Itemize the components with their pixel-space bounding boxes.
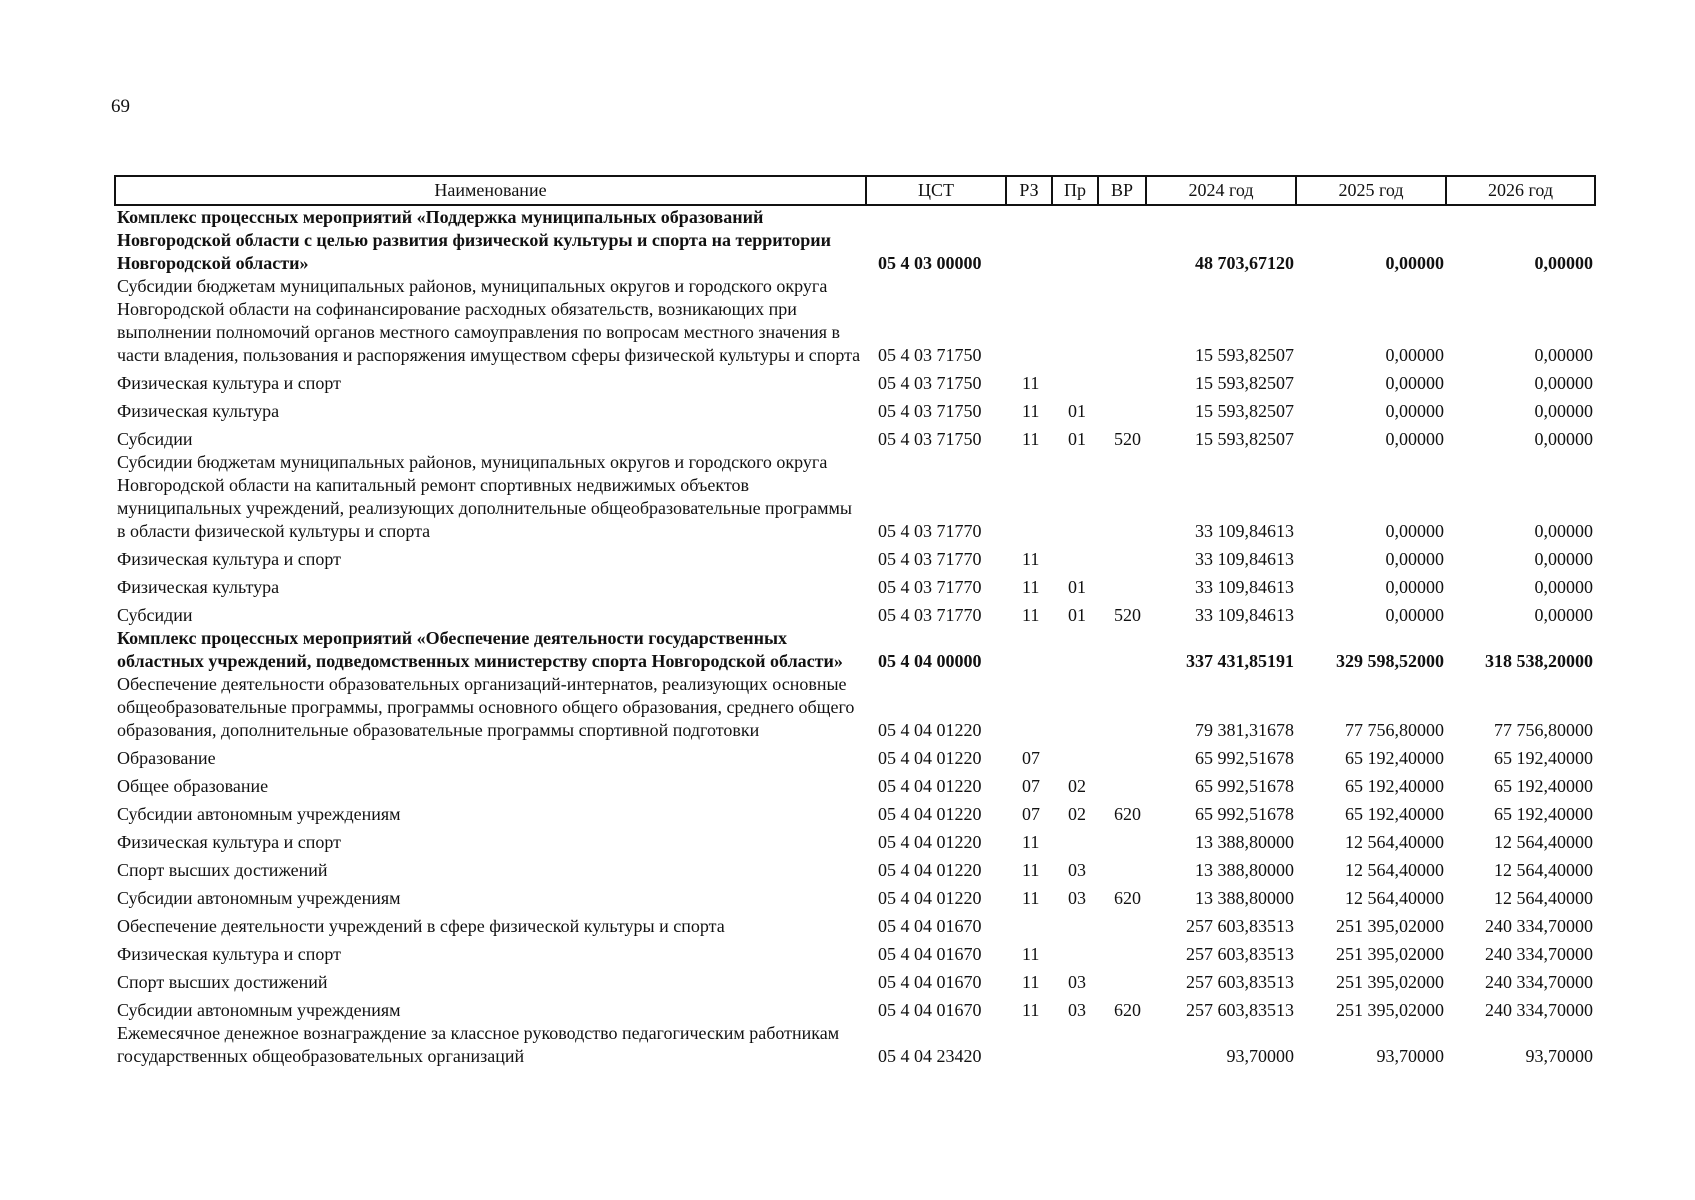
cell-pr [1052,1022,1098,1068]
cell-pr [1052,742,1098,770]
cell-pr [1052,451,1098,543]
cell-pr [1052,627,1098,673]
cell-vr: 520 [1114,429,1141,449]
cell-pr: 02 [1068,776,1086,796]
cell-vr: 620 [1114,888,1141,908]
cell-2025: 12 564,40000 [1345,888,1444,908]
cell-cst: 05 4 04 01670 [878,944,982,964]
cell-rz [1006,451,1052,543]
cell-name: Обеспечение деятельности учреждений в сфере физической культуры и спорта [117,916,725,936]
cell-2026: 318 538,20000 [1485,651,1593,671]
cell-2025: 65 192,40000 [1345,748,1444,768]
cell-cst: 05 4 04 01220 [878,832,982,852]
cell-2024: 33 109,84613 [1195,549,1294,569]
header-pr: Пр [1052,176,1098,205]
cell-2026: 65 192,40000 [1494,748,1593,768]
cell-cst: 05 4 04 01220 [878,804,982,824]
cell-2025: 329 598,52000 [1336,651,1444,671]
cell-name: Субсидии [117,605,193,625]
cell-rz: 07 [1022,776,1040,796]
cell-2025: 0,00000 [1385,429,1444,449]
cell-pr: 01 [1068,429,1086,449]
cell-rz [1006,1022,1052,1068]
table-row [115,910,1595,938]
table-row [115,571,1595,599]
cell-2026: 240 334,70000 [1485,1000,1593,1020]
cell-2024: 15 593,82507 [1195,373,1294,393]
cell-2024: 337 431,85191 [1186,651,1294,671]
cell-2024: 13 388,80000 [1195,888,1294,908]
cell-name: Субсидии автономным учреждениям [117,888,401,908]
cell-rz [1006,673,1052,742]
cell-vr [1098,627,1146,673]
cell-vr [1098,1022,1146,1068]
cell-2024: 33 109,84613 [1195,605,1294,625]
cell-name: Обеспечение деятельности образовательных организаций-интернатов, реализующих основные общеобразовательные программы, программы основного общего образования, среднего общего образования, дополнительные образовательные программы спортивной подготовки [117,674,855,740]
cell-vr [1098,910,1146,938]
table-row [115,742,1595,770]
cell-name: Физическая культура и спорт [117,549,342,569]
cell-cst: 05 4 03 71750 [878,345,982,365]
cell-pr [1052,826,1098,854]
cell-pr [1052,938,1098,966]
table-row [115,882,1595,910]
cell-rz: 11 [1022,888,1040,908]
cell-name: Субсидии бюджетам муниципальных районов, муниципальных округов и городского округа Новгородской области на софинансирование расходных обязательств, возникающих при выполнении полномочий органов местного самоуправления по вопросам местного значения в части владения, пользования и распоряжения имуществом сферы физической культуры и спорта [117,276,861,365]
header-2026: 2026 год [1446,176,1595,205]
header-name: Наименование [115,176,866,205]
cell-name: Субсидии [117,429,193,449]
cell-2025: 65 192,40000 [1345,776,1444,796]
cell-2026: 0,00000 [1534,253,1593,273]
table-row [115,275,1595,367]
cell-cst: 05 4 04 00000 [878,651,982,671]
cell-vr [1098,742,1146,770]
cell-cst: 05 4 04 01220 [878,888,982,908]
cell-2026: 0,00000 [1534,373,1593,393]
header-2025: 2025 год [1296,176,1446,205]
cell-rz: 11 [1022,429,1040,449]
cell-2024: 65 992,51678 [1195,776,1294,796]
cell-pr [1052,543,1098,571]
table-row [115,423,1595,451]
cell-2026: 12 564,40000 [1494,860,1593,880]
cell-2025: 93,70000 [1376,1046,1444,1066]
cell-vr: 620 [1114,804,1141,824]
cell-2025: 0,00000 [1385,605,1444,625]
cell-vr [1098,826,1146,854]
cell-2025: 12 564,40000 [1345,860,1444,880]
cell-cst: 05 4 04 01220 [878,860,982,880]
cell-2024: 15 593,82507 [1195,345,1294,365]
cell-rz: 11 [1022,401,1040,421]
cell-vr: 620 [1114,1000,1141,1020]
cell-cst: 05 4 04 01220 [878,776,982,796]
cell-2026: 0,00000 [1534,549,1593,569]
cell-2025: 0,00000 [1385,521,1444,541]
table-row [115,395,1595,423]
cell-rz: 11 [1022,549,1040,569]
cell-vr [1098,770,1146,798]
cell-cst: 05 4 03 71770 [878,549,982,569]
cell-vr [1098,571,1146,599]
cell-rz [1006,910,1052,938]
cell-name: Спорт высших достижений [117,972,328,992]
cell-2024: 65 992,51678 [1195,748,1294,768]
cell-2024: 79 381,31678 [1195,720,1294,740]
cell-2025: 0,00000 [1385,373,1444,393]
cell-2026: 0,00000 [1534,605,1593,625]
cell-name: Субсидии автономным учреждениям [117,1000,401,1020]
cell-2025: 251 395,02000 [1336,916,1444,936]
table-row [115,798,1595,826]
header-cst: ЦСТ [866,176,1006,205]
cell-2025: 65 192,40000 [1345,804,1444,824]
cell-2025: 0,00000 [1385,253,1444,273]
cell-2024: 65 992,51678 [1195,804,1294,824]
cell-name: Комплекс процессных мероприятий «Обеспечение деятельности государственных областных учреждений, подведомственных министерству спорта Новгородской области» [117,628,843,671]
table-row [115,451,1595,543]
header-rz: РЗ [1006,176,1052,205]
cell-2026: 77 756,80000 [1494,720,1593,740]
cell-rz: 11 [1022,860,1040,880]
cell-vr [1098,205,1146,275]
table-row [115,826,1595,854]
cell-vr: 520 [1114,605,1141,625]
cell-2025: 0,00000 [1385,401,1444,421]
cell-name: Спорт высших достижений [117,860,328,880]
header-vr: ВР [1098,176,1146,205]
table-row [115,854,1595,882]
cell-rz: 11 [1022,832,1040,852]
cell-2026: 65 192,40000 [1494,776,1593,796]
cell-name: Общее образование [117,776,269,796]
cell-cst: 05 4 04 01670 [878,972,982,992]
cell-2026: 0,00000 [1534,521,1593,541]
cell-2026: 93,70000 [1525,1046,1593,1066]
cell-2024: 257 603,83513 [1186,972,1294,992]
cell-2025: 251 395,02000 [1336,1000,1444,1020]
cell-pr: 03 [1068,972,1086,992]
cell-cst: 05 4 04 01670 [878,916,982,936]
cell-name: Образование [117,748,216,768]
cell-2024: 33 109,84613 [1195,521,1294,541]
cell-vr [1098,367,1146,395]
cell-name: Комплекс процессных мероприятий «Поддержка муниципальных образований Новгородской области с целью развития физической культуры и спорта на территории Новгородской области» [117,207,832,273]
cell-pr: 01 [1068,401,1086,421]
cell-pr [1052,367,1098,395]
cell-2024: 13 388,80000 [1195,860,1294,880]
cell-pr [1052,275,1098,367]
cell-pr: 03 [1068,860,1086,880]
cell-name: Ежемесячное денежное вознаграждение за классное руководство педагогическим работникам государственных общеобразовательных организаций [117,1023,840,1066]
cell-pr: 02 [1068,804,1086,824]
cell-rz [1006,627,1052,673]
cell-2025: 77 756,80000 [1345,720,1444,740]
cell-name: Физическая культура и спорт [117,832,342,852]
cell-vr [1098,543,1146,571]
table-row [115,673,1595,742]
cell-2025: 251 395,02000 [1336,972,1444,992]
cell-vr [1098,966,1146,994]
cell-cst: 05 4 03 71750 [878,401,982,421]
table-row [115,543,1595,571]
table-row [115,994,1595,1022]
cell-vr [1098,938,1146,966]
cell-2024: 257 603,83513 [1186,944,1294,964]
table-header-row [115,176,1595,205]
cell-2026: 12 564,40000 [1494,832,1593,852]
cell-cst: 05 4 04 23420 [878,1046,982,1066]
cell-rz: 11 [1022,1000,1040,1020]
header-2024: 2024 год [1146,176,1296,205]
cell-cst: 05 4 04 01220 [878,720,982,740]
table-row [115,367,1595,395]
cell-name: Субсидии автономным учреждениям [117,804,401,824]
cell-pr [1052,673,1098,742]
cell-2026: 65 192,40000 [1494,804,1593,824]
cell-2024: 257 603,83513 [1186,916,1294,936]
cell-vr [1098,854,1146,882]
cell-vr [1098,275,1146,367]
cell-cst: 05 4 04 01670 [878,1000,982,1020]
cell-2024: 13 388,80000 [1195,832,1294,852]
cell-rz [1006,275,1052,367]
cell-2024: 33 109,84613 [1195,577,1294,597]
cell-pr: 03 [1068,1000,1086,1020]
cell-rz: 11 [1022,944,1040,964]
cell-2026: 240 334,70000 [1485,944,1593,964]
cell-2025: 12 564,40000 [1345,832,1444,852]
cell-name: Субсидии бюджетам муниципальных районов, муниципальных округов и городского округа Новгородской области на капитальный ремонт спортивных недвижимых объектов муниципальных учреждений, реализующих дополнительные общеобразовательные программы в области физической культуры и спорта [117,452,852,541]
cell-name: Физическая культура [117,401,280,421]
cell-cst: 05 4 04 01220 [878,748,982,768]
cell-2025: 0,00000 [1385,577,1444,597]
cell-2026: 0,00000 [1534,429,1593,449]
cell-pr [1052,910,1098,938]
cell-pr: 01 [1068,605,1086,625]
cell-rz: 07 [1022,748,1040,768]
cell-rz: 11 [1022,972,1040,992]
table-row [115,770,1595,798]
cell-2024: 15 593,82507 [1195,401,1294,421]
cell-name: Физическая культура и спорт [117,373,342,393]
cell-2024: 48 703,67120 [1195,253,1294,273]
cell-cst: 05 4 03 71750 [878,429,982,449]
cell-name: Физическая культура и спорт [117,944,342,964]
cell-2024: 93,70000 [1226,1046,1294,1066]
cell-rz: 07 [1022,804,1040,824]
cell-2026: 240 334,70000 [1485,972,1593,992]
cell-2026: 12 564,40000 [1494,888,1593,908]
cell-vr [1098,451,1146,543]
table-row [115,1022,1595,1068]
cell-vr [1098,673,1146,742]
cell-2025: 0,00000 [1385,345,1444,365]
table-row [115,599,1595,627]
cell-2026: 0,00000 [1534,345,1593,365]
cell-cst: 05 4 03 71750 [878,373,982,393]
cell-rz: 11 [1022,605,1040,625]
cell-pr: 01 [1068,577,1086,597]
cell-2026: 0,00000 [1534,577,1593,597]
cell-cst: 05 4 03 71770 [878,577,982,597]
table-row [115,627,1595,673]
cell-cst: 05 4 03 71770 [878,605,982,625]
cell-pr: 03 [1068,888,1086,908]
cell-pr [1052,205,1098,275]
table-body [115,205,1595,1068]
table-row [115,966,1595,994]
table-row [115,938,1595,966]
table-row [115,205,1595,275]
cell-cst: 05 4 03 71770 [878,521,982,541]
cell-2026: 0,00000 [1534,401,1593,421]
cell-rz: 11 [1022,373,1040,393]
cell-2024: 15 593,82507 [1195,429,1294,449]
cell-cst: 05 4 03 00000 [878,253,982,273]
budget-table [114,175,1596,1068]
cell-2025: 251 395,02000 [1336,944,1444,964]
cell-name: Физическая культура [117,577,280,597]
cell-rz: 11 [1022,577,1040,597]
page-number: 69 [111,96,130,117]
cell-rz [1006,205,1052,275]
cell-2025: 0,00000 [1385,549,1444,569]
cell-vr [1098,395,1146,423]
cell-2026: 240 334,70000 [1485,916,1593,936]
cell-2024: 257 603,83513 [1186,1000,1294,1020]
